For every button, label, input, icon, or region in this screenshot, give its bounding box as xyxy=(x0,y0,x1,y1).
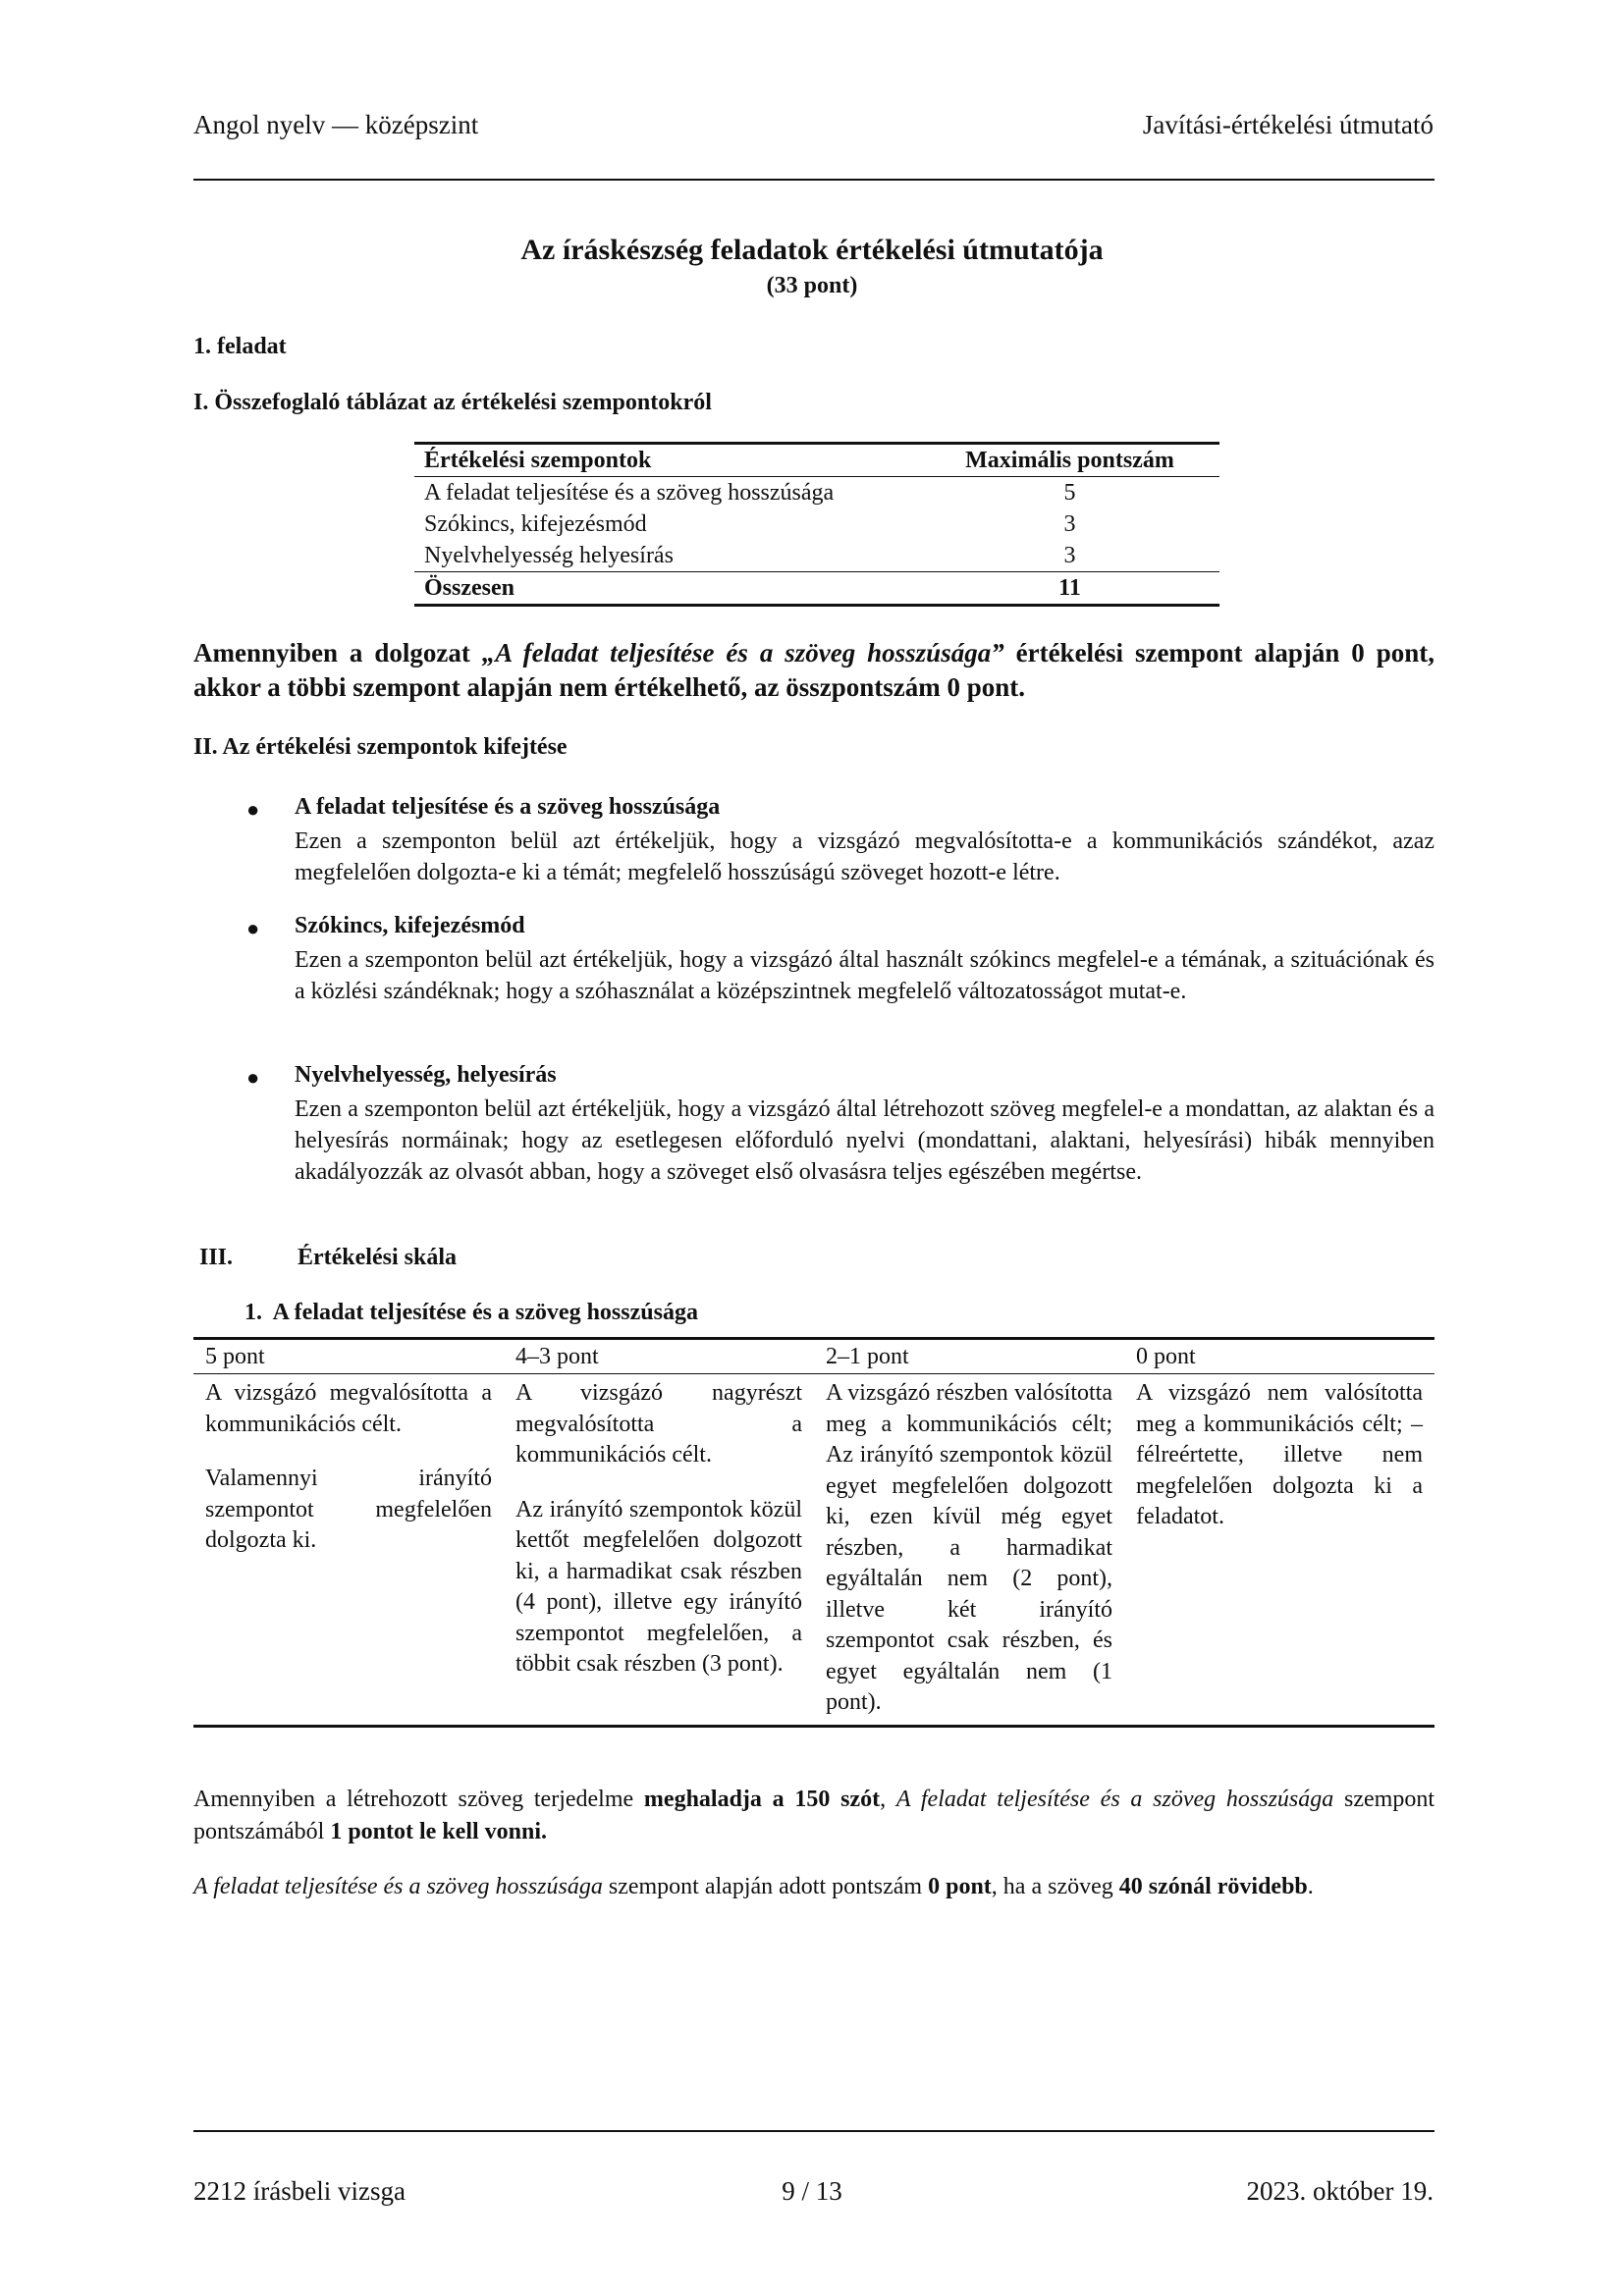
min-length-note xyxy=(193,1871,1435,1903)
note-text: , ha a szöveg xyxy=(991,1874,1119,1899)
scale-header-0: 0 pont xyxy=(1124,1339,1435,1374)
section3-number: III. xyxy=(199,1245,234,1270)
warning-text: Amennyiben a dolgozat xyxy=(193,638,482,667)
bullet-icon: ● xyxy=(246,1065,260,1090)
summary-criterion: A feladat teljesítése és a szöveg hosszúsága xyxy=(424,480,835,506)
section2-heading: II. Az értékelési szempontok kifejtése xyxy=(193,734,568,760)
scale1-heading: 1. A feladat teljesítése és a szöveg hosszúsága xyxy=(244,1300,698,1325)
summary-total-row xyxy=(414,572,1219,606)
warning-criterion: „A feladat teljesítése és a szöveg hosszúsága” xyxy=(481,638,1004,667)
scale-text: A vizsgázó nagyrészt megvalósította a kommunikációs célt. xyxy=(515,1380,802,1468)
note-text: szempont alapján adott pontszám xyxy=(602,1874,929,1899)
word-limit-note xyxy=(193,1784,1435,1848)
note-text: Amennyiben a létrehozott szöveg terjedelme xyxy=(193,1787,644,1812)
scale-text: A vizsgázó nem valósította meg a kommunikációs célt; – félreértette, illetve nem megfelelően dolgozta ki a feladatot. xyxy=(1136,1380,1423,1529)
scale-table xyxy=(193,1337,1435,1728)
scale-header-5: 5 pont xyxy=(193,1339,504,1374)
scale-cell-0 xyxy=(1124,1374,1435,1727)
note-emphasis: 1 pontot le kell vonni. xyxy=(330,1819,548,1844)
summary-col1-header: Értékelési szempontok xyxy=(424,448,652,473)
summary-table xyxy=(414,442,1219,607)
summary-row xyxy=(414,540,1219,572)
scale-header-2-1: 2–1 pont xyxy=(814,1339,1124,1374)
summary-total-points: 11 xyxy=(1058,575,1081,601)
summary-points: 5 xyxy=(1063,480,1076,506)
task-label: 1. feladat xyxy=(193,334,287,359)
summary-total-label: Összesen xyxy=(424,575,514,601)
footer-rule xyxy=(193,2130,1435,2132)
summary-header-row xyxy=(414,444,1219,477)
criterion-description: Ezen a szemponton belül azt értékeljük, hogy a vizsgázó által használt szókincs megfelel-e a témának, a szituációnak és a közlési szándéknak; hogy a szóhasználat a középszintnek megfelelő változatosságot mutat-e. xyxy=(295,947,1435,1004)
footer-exam-id: 2212 írásbeli vizsga xyxy=(193,2176,406,2206)
scale-text: A vizsgázó részben valósította meg a kommunikációs célt; Az irányító szempontok közül egyet megfelelően dolgozott ki, ezen kívül még egyet részben, a harmadikat egyáltalán nem (2 pont), illetve két irányító szempontot csak részben, és egyet egyáltalán nem (1 pont). xyxy=(826,1380,1112,1715)
summary-criterion: Nyelvhelyesség helyesírás xyxy=(424,543,674,568)
header-subject: Angol nyelv — középszint xyxy=(193,110,479,139)
criterion-description: Ezen a szemponton belül azt értékeljük, hogy a vizsgázó megvalósította-e a kommunikációs szándékot, azaz megfelelően dolgozta-e ki a témát; megfelelő hosszúságú szöveget hozott-e létre. xyxy=(295,828,1435,885)
summary-points: 3 xyxy=(1063,543,1076,568)
section3-heading: Értékelési skála xyxy=(298,1245,457,1270)
criterion-description: Ezen a szemponton belül azt értékeljük, hogy a vizsgázó által létrehozott szöveg megfelel-e a mondattan, az alaktan és a helyesírás normáinak; hogy az esetlegesen előforduló nyelvi (mondattani, alaktani, helyesírási) hibák mennyiben akadályozzák az olvasót abban, hogy a szöveget első olvasásra teljes egészében megértse. xyxy=(295,1096,1435,1185)
note-emphasis: 40 szónál rövidebb xyxy=(1118,1874,1308,1899)
scale-text: A vizsgázó megvalósította a kommunikációs célt. xyxy=(205,1380,492,1437)
note-text: , xyxy=(880,1787,896,1812)
section1-heading: I. Összefoglaló táblázat az értékelési szempontokról xyxy=(193,390,712,415)
criterion-title: A feladat teljesítése és a szöveg hosszúsága xyxy=(295,794,721,820)
note-criterion: A feladat teljesítése és a szöveg hosszúsága xyxy=(193,1874,603,1899)
note-text: szempont pontszámából xyxy=(193,1787,1435,1844)
page-number: 9 / 13 xyxy=(782,2176,842,2206)
summary-row xyxy=(414,477,1219,509)
note-criterion: A feladat teljesítése és a szöveg hosszúsága xyxy=(895,1787,1334,1812)
zero-points-warning xyxy=(193,636,1435,705)
summary-row xyxy=(414,508,1219,540)
page-subtitle: (33 pont) xyxy=(766,273,858,298)
criterion-title: Nyelvhelyesség, helyesírás xyxy=(295,1062,557,1088)
scale-text: Az irányító szempontok közül kettőt megfelelően dolgozott ki, a harmadikat csak részben (4 pont), illetve egy irányító szempontot megfelelően, a többit csak részben (3 pont). xyxy=(515,1496,802,1677)
bullet-icon: ● xyxy=(246,916,260,940)
summary-col2-header: Maximális pontszám xyxy=(965,448,1174,473)
header-rule xyxy=(193,179,1435,181)
note-emphasis: 0 pont xyxy=(928,1874,992,1899)
scale-content-row xyxy=(193,1374,1435,1727)
note-emphasis: meghaladja a 150 szót xyxy=(643,1787,881,1812)
warning-text: értékelési szempont alapján 0 pont, akkor a többi szempont alapján nem értékelhető, az összpontszám 0 pont. xyxy=(193,638,1435,702)
scale-text: Valamennyi irányító szempontot megfelelően dolgozta ki. xyxy=(205,1466,492,1553)
bullet-icon: ● xyxy=(246,797,260,822)
scale-cell-4-3 xyxy=(504,1374,814,1727)
page-title: Az íráskészség feladatok értékelési útmutatója xyxy=(520,234,1104,266)
header-doc-type: Javítási-értékelési útmutató xyxy=(1142,110,1434,139)
scale-header-4-3: 4–3 pont xyxy=(504,1339,814,1374)
scale-header-row xyxy=(193,1339,1435,1374)
summary-points: 3 xyxy=(1063,511,1076,537)
criterion-title: Szókincs, kifejezésmód xyxy=(295,913,525,938)
note-text: . xyxy=(1307,1874,1314,1899)
footer-date: 2023. október 19. xyxy=(1246,2176,1434,2206)
summary-criterion: Szókincs, kifejezésmód xyxy=(424,511,647,537)
scale-cell-5 xyxy=(193,1374,504,1727)
scale-cell-2-1 xyxy=(814,1374,1124,1727)
